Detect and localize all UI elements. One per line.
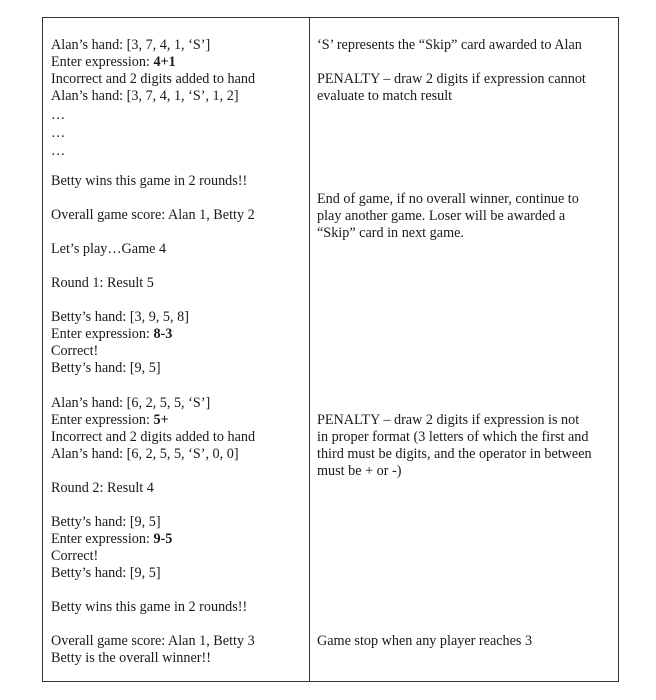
note-line: third must be digits, and the operator in between — [317, 446, 592, 462]
prompt-label: Enter expression: — [51, 412, 154, 428]
text-line: Betty’s hand: [3, 9, 5, 8] — [51, 309, 189, 325]
expression-line — [51, 412, 169, 429]
text-line: Incorrect and 2 digits added to hand — [51, 71, 256, 87]
ellipsis-line: … — [51, 107, 66, 123]
game-table — [42, 17, 619, 682]
expression-value: 9-5 — [153, 531, 173, 547]
expression-value: 8-3 — [153, 326, 173, 342]
text-line: Betty’s hand: [9, 5] — [51, 360, 161, 376]
text-line: Alan’s hand: [6, 2, 5, 5, ‘S’, 0, 0] — [51, 446, 239, 462]
text-line: Betty’s hand: [9, 5] — [51, 565, 161, 581]
note-line: evaluate to match result — [317, 88, 453, 104]
text-line: Overall game score: Alan 1, Betty 3 — [51, 633, 255, 649]
note-line: PENALTY – draw 2 digits if expression cannot — [317, 71, 586, 87]
note-line: End of game, if no overall winner, continue to — [317, 191, 579, 207]
prompt-label: Enter expression: — [51, 54, 154, 70]
text-line: Round 2: Result 4 — [51, 480, 154, 496]
text-line: Betty is the overall winner!! — [51, 650, 211, 666]
ellipsis-line: … — [51, 125, 66, 141]
expression-value: 5+ — [153, 412, 169, 428]
expression-line — [51, 54, 176, 71]
expression-value: 4+1 — [153, 54, 176, 70]
note-line: play another game. Loser will be awarded a — [317, 208, 566, 224]
prompt-label: Enter expression: — [51, 531, 154, 547]
text-line: Betty wins this game in 2 rounds!! — [51, 599, 248, 615]
text-line: Correct! — [51, 548, 99, 564]
text-line: Alan’s hand: [3, 7, 4, 1, ‘S’, 1, 2] — [51, 88, 239, 104]
note-line: in proper format (3 letters of which the first and — [317, 429, 589, 445]
note-line: Game stop when any player reaches 3 — [317, 633, 533, 649]
text-line: Round 1: Result 5 — [51, 275, 154, 291]
text-line: Overall game score: Alan 1, Betty 2 — [51, 207, 255, 223]
prompt-label: Enter expression: — [51, 326, 154, 342]
ellipsis-line: … — [51, 143, 66, 159]
note-line: PENALTY – draw 2 digits if expression is not — [317, 412, 580, 428]
note-line: “Skip” card in next game. — [317, 225, 464, 241]
column-divider — [309, 18, 310, 681]
note-line: ‘S’ represents the “Skip” card awarded to Alan — [317, 37, 582, 53]
text-line: Let’s play…Game 4 — [51, 241, 167, 257]
expression-line — [51, 531, 172, 548]
text-line: Alan’s hand: [3, 7, 4, 1, ‘S’] — [51, 37, 211, 53]
text-line: Betty’s hand: [9, 5] — [51, 514, 161, 530]
note-line: must be + or -) — [317, 463, 402, 479]
text-line: Alan’s hand: [6, 2, 5, 5, ‘S’] — [51, 395, 211, 411]
text-line: Incorrect and 2 digits added to hand — [51, 429, 256, 445]
text-line: Correct! — [51, 343, 99, 359]
text-line: Betty wins this game in 2 rounds!! — [51, 173, 248, 189]
expression-line — [51, 326, 172, 343]
